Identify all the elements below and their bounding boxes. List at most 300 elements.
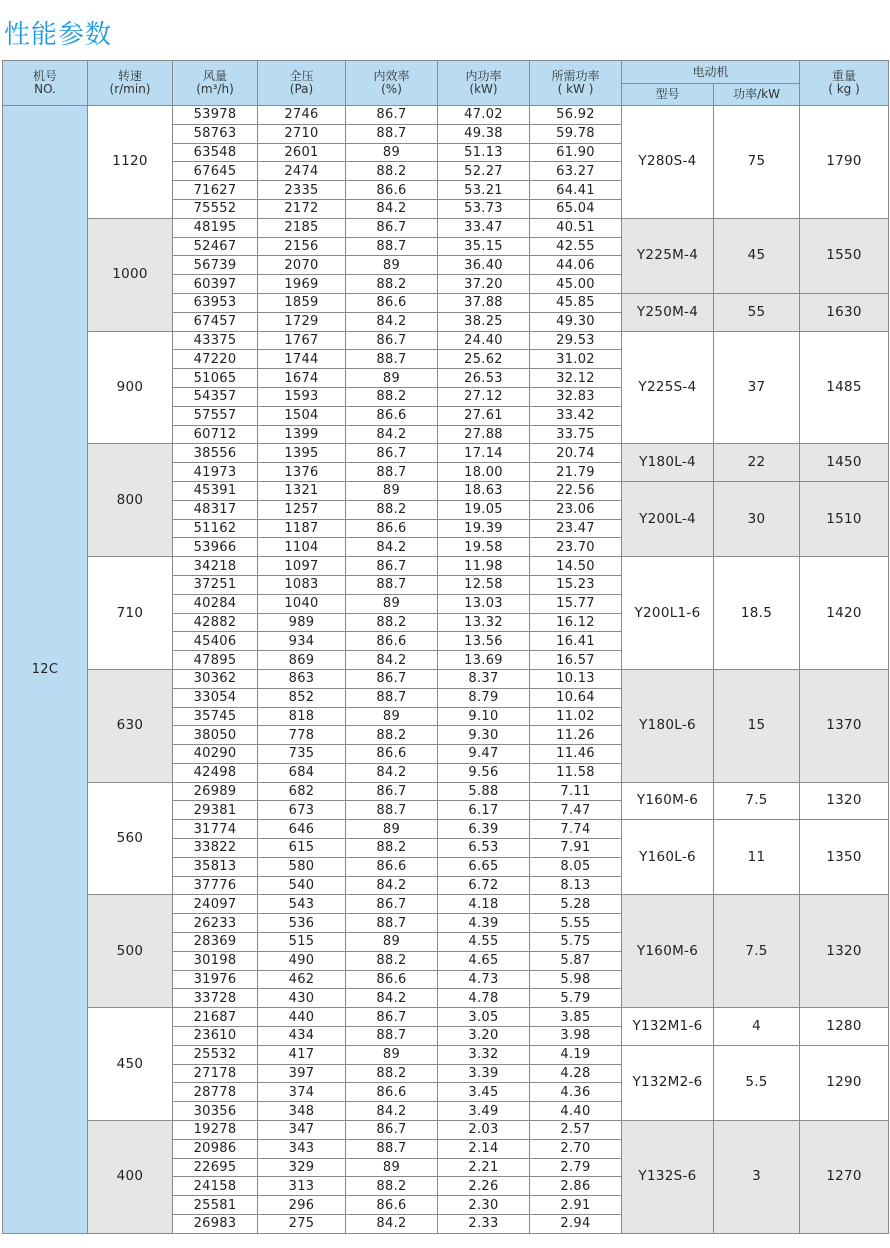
motor-model-cell: Y160M-6 bbox=[622, 782, 714, 820]
inner-power-cell: 4.55 bbox=[438, 933, 530, 952]
required-power-cell: 31.02 bbox=[530, 350, 622, 369]
weight-cell: 1370 bbox=[800, 669, 889, 782]
inner-power-cell: 51.13 bbox=[438, 143, 530, 162]
flow-cell: 75552 bbox=[173, 199, 258, 218]
inner-power-cell: 11.98 bbox=[438, 557, 530, 576]
flow-cell: 19278 bbox=[173, 1121, 258, 1140]
required-power-cell: 2.57 bbox=[530, 1121, 622, 1140]
motor-model-cell: Y180L-4 bbox=[622, 444, 714, 482]
required-power-cell: 32.83 bbox=[530, 387, 622, 406]
inner-power-cell: 8.37 bbox=[438, 669, 530, 688]
pressure-cell: 735 bbox=[258, 745, 346, 764]
flow-cell: 33054 bbox=[173, 688, 258, 707]
speed-cell: 560 bbox=[88, 782, 173, 895]
flow-cell: 24097 bbox=[173, 895, 258, 914]
flow-cell: 35745 bbox=[173, 707, 258, 726]
efficiency-cell: 84.2 bbox=[346, 763, 438, 782]
efficiency-cell: 88.7 bbox=[346, 1139, 438, 1158]
required-power-cell: 23.06 bbox=[530, 500, 622, 519]
efficiency-cell: 86.7 bbox=[346, 669, 438, 688]
table-row bbox=[3, 218, 889, 237]
pressure-cell: 296 bbox=[258, 1196, 346, 1215]
pressure-cell: 684 bbox=[258, 763, 346, 782]
required-power-cell: 20.74 bbox=[530, 444, 622, 463]
inner-power-cell: 38.25 bbox=[438, 312, 530, 331]
inner-power-cell: 52.27 bbox=[438, 162, 530, 181]
flow-cell: 43375 bbox=[173, 331, 258, 350]
weight-cell: 1350 bbox=[800, 820, 889, 895]
table-row bbox=[3, 782, 889, 801]
performance-table bbox=[2, 60, 889, 1234]
speed-cell: 450 bbox=[88, 1008, 173, 1121]
inner-power-cell: 37.88 bbox=[438, 293, 530, 312]
inner-power-cell: 35.15 bbox=[438, 237, 530, 256]
header-pressure: 全压 (Pa) bbox=[258, 61, 346, 106]
efficiency-cell: 86.6 bbox=[346, 519, 438, 538]
motor-power-cell: 30 bbox=[714, 481, 800, 556]
inner-power-cell: 3.05 bbox=[438, 1008, 530, 1027]
required-power-cell: 2.91 bbox=[530, 1196, 622, 1215]
efficiency-cell: 84.2 bbox=[346, 876, 438, 895]
pressure-cell: 462 bbox=[258, 970, 346, 989]
pressure-cell: 417 bbox=[258, 1045, 346, 1064]
flow-cell: 53978 bbox=[173, 106, 258, 125]
weight-cell: 1320 bbox=[800, 895, 889, 1008]
required-power-cell: 5.55 bbox=[530, 914, 622, 933]
weight-cell: 1790 bbox=[800, 106, 889, 219]
motor-power-cell: 22 bbox=[714, 444, 800, 482]
efficiency-cell: 88.2 bbox=[346, 500, 438, 519]
efficiency-cell: 89 bbox=[346, 256, 438, 275]
efficiency-cell: 89 bbox=[346, 1045, 438, 1064]
efficiency-cell: 89 bbox=[346, 707, 438, 726]
flow-cell: 38556 bbox=[173, 444, 258, 463]
inner-power-cell: 3.20 bbox=[438, 1027, 530, 1046]
pressure-cell: 343 bbox=[258, 1139, 346, 1158]
pressure-cell: 397 bbox=[258, 1064, 346, 1083]
required-power-cell: 11.58 bbox=[530, 763, 622, 782]
flow-cell: 25532 bbox=[173, 1045, 258, 1064]
flow-cell: 31774 bbox=[173, 820, 258, 839]
table-row bbox=[3, 331, 889, 350]
inner-power-cell: 6.53 bbox=[438, 839, 530, 858]
efficiency-cell: 84.2 bbox=[346, 425, 438, 444]
motor-model-cell: Y280S-4 bbox=[622, 106, 714, 219]
flow-cell: 42882 bbox=[173, 613, 258, 632]
required-power-cell: 45.00 bbox=[530, 275, 622, 294]
speed-cell: 1120 bbox=[88, 106, 173, 219]
efficiency-cell: 88.2 bbox=[346, 951, 438, 970]
inner-power-cell: 9.56 bbox=[438, 763, 530, 782]
pressure-cell: 348 bbox=[258, 1102, 346, 1121]
efficiency-cell: 88.2 bbox=[346, 387, 438, 406]
flow-cell: 21687 bbox=[173, 1008, 258, 1027]
header-motor-power: 功率/kW bbox=[714, 84, 800, 106]
pressure-cell: 1040 bbox=[258, 594, 346, 613]
inner-power-cell: 9.47 bbox=[438, 745, 530, 764]
required-power-cell: 64.41 bbox=[530, 181, 622, 200]
pressure-cell: 1097 bbox=[258, 557, 346, 576]
flow-cell: 25581 bbox=[173, 1196, 258, 1215]
table-row bbox=[3, 444, 889, 463]
efficiency-cell: 88.7 bbox=[346, 1027, 438, 1046]
required-power-cell: 11.46 bbox=[530, 745, 622, 764]
efficiency-cell: 89 bbox=[346, 594, 438, 613]
required-power-cell: 4.28 bbox=[530, 1064, 622, 1083]
required-power-cell: 3.85 bbox=[530, 1008, 622, 1027]
flow-cell: 41973 bbox=[173, 463, 258, 482]
inner-power-cell: 2.26 bbox=[438, 1177, 530, 1196]
required-power-cell: 3.98 bbox=[530, 1027, 622, 1046]
pressure-cell: 1504 bbox=[258, 406, 346, 425]
inner-power-cell: 24.40 bbox=[438, 331, 530, 350]
machine-no-cell: 12C bbox=[3, 106, 88, 1234]
pressure-cell: 615 bbox=[258, 839, 346, 858]
motor-model-cell: Y180L-6 bbox=[622, 669, 714, 782]
inner-power-cell: 6.17 bbox=[438, 801, 530, 820]
motor-model-cell: Y132S-6 bbox=[622, 1121, 714, 1234]
inner-power-cell: 53.73 bbox=[438, 199, 530, 218]
required-power-cell: 4.36 bbox=[530, 1083, 622, 1102]
inner-power-cell: 2.14 bbox=[438, 1139, 530, 1158]
motor-model-cell: Y225M-4 bbox=[622, 218, 714, 293]
flow-cell: 26233 bbox=[173, 914, 258, 933]
motor-power-cell: 3 bbox=[714, 1121, 800, 1234]
efficiency-cell: 84.2 bbox=[346, 651, 438, 670]
required-power-cell: 16.57 bbox=[530, 651, 622, 670]
efficiency-cell: 88.7 bbox=[346, 350, 438, 369]
flow-cell: 60397 bbox=[173, 275, 258, 294]
efficiency-cell: 88.2 bbox=[346, 839, 438, 858]
inner-power-cell: 37.20 bbox=[438, 275, 530, 294]
efficiency-cell: 89 bbox=[346, 933, 438, 952]
inner-power-cell: 12.58 bbox=[438, 575, 530, 594]
inner-power-cell: 27.61 bbox=[438, 406, 530, 425]
header-speed: 转速 (r/min) bbox=[88, 61, 173, 106]
required-power-cell: 32.12 bbox=[530, 369, 622, 388]
inner-power-cell: 13.32 bbox=[438, 613, 530, 632]
inner-power-cell: 5.88 bbox=[438, 782, 530, 801]
required-power-cell: 7.11 bbox=[530, 782, 622, 801]
pressure-cell: 2601 bbox=[258, 143, 346, 162]
pressure-cell: 934 bbox=[258, 632, 346, 651]
pressure-cell: 2185 bbox=[258, 218, 346, 237]
weight-cell: 1485 bbox=[800, 331, 889, 444]
flow-cell: 47895 bbox=[173, 651, 258, 670]
pressure-cell: 852 bbox=[258, 688, 346, 707]
pressure-cell: 1744 bbox=[258, 350, 346, 369]
efficiency-cell: 84.2 bbox=[346, 989, 438, 1008]
weight-cell: 1630 bbox=[800, 293, 889, 331]
motor-model-cell: Y200L-4 bbox=[622, 481, 714, 556]
required-power-cell: 45.85 bbox=[530, 293, 622, 312]
inner-power-cell: 18.00 bbox=[438, 463, 530, 482]
header-weight: 重量 ( kg ) bbox=[800, 61, 889, 106]
pressure-cell: 2335 bbox=[258, 181, 346, 200]
pressure-cell: 646 bbox=[258, 820, 346, 839]
pressure-cell: 543 bbox=[258, 895, 346, 914]
flow-cell: 45406 bbox=[173, 632, 258, 651]
efficiency-cell: 84.2 bbox=[346, 538, 438, 557]
pressure-cell: 2474 bbox=[258, 162, 346, 181]
required-power-cell: 65.04 bbox=[530, 199, 622, 218]
efficiency-cell: 86.7 bbox=[346, 1121, 438, 1140]
table-row bbox=[3, 1008, 889, 1027]
required-power-cell: 49.30 bbox=[530, 312, 622, 331]
motor-power-cell: 4 bbox=[714, 1008, 800, 1046]
inner-power-cell: 19.05 bbox=[438, 500, 530, 519]
efficiency-cell: 89 bbox=[346, 820, 438, 839]
flow-cell: 31976 bbox=[173, 970, 258, 989]
table-row bbox=[3, 106, 889, 125]
required-power-cell: 2.79 bbox=[530, 1158, 622, 1177]
motor-power-cell: 7.5 bbox=[714, 895, 800, 1008]
flow-cell: 58763 bbox=[173, 124, 258, 143]
efficiency-cell: 88.7 bbox=[346, 801, 438, 820]
flow-cell: 67457 bbox=[173, 312, 258, 331]
efficiency-cell: 84.2 bbox=[346, 1215, 438, 1234]
efficiency-cell: 89 bbox=[346, 143, 438, 162]
inner-power-cell: 3.32 bbox=[438, 1045, 530, 1064]
inner-power-cell: 2.33 bbox=[438, 1215, 530, 1234]
speed-cell: 1000 bbox=[88, 218, 173, 331]
inner-power-cell: 6.39 bbox=[438, 820, 530, 839]
required-power-cell: 8.13 bbox=[530, 876, 622, 895]
flow-cell: 42498 bbox=[173, 763, 258, 782]
weight-cell: 1550 bbox=[800, 218, 889, 293]
efficiency-cell: 88.7 bbox=[346, 688, 438, 707]
pressure-cell: 1104 bbox=[258, 538, 346, 557]
flow-cell: 29381 bbox=[173, 801, 258, 820]
required-power-cell: 8.05 bbox=[530, 857, 622, 876]
motor-power-cell: 37 bbox=[714, 331, 800, 444]
required-power-cell: 44.06 bbox=[530, 256, 622, 275]
pressure-cell: 778 bbox=[258, 726, 346, 745]
inner-power-cell: 9.30 bbox=[438, 726, 530, 745]
efficiency-cell: 84.2 bbox=[346, 1102, 438, 1121]
efficiency-cell: 88.7 bbox=[346, 463, 438, 482]
efficiency-cell: 84.2 bbox=[346, 199, 438, 218]
inner-power-cell: 19.39 bbox=[438, 519, 530, 538]
motor-model-cell: Y132M1-6 bbox=[622, 1008, 714, 1046]
efficiency-cell: 89 bbox=[346, 369, 438, 388]
flow-cell: 38050 bbox=[173, 726, 258, 745]
speed-cell: 500 bbox=[88, 895, 173, 1008]
flow-cell: 45391 bbox=[173, 481, 258, 500]
speed-cell: 630 bbox=[88, 669, 173, 782]
flow-cell: 51065 bbox=[173, 369, 258, 388]
required-power-cell: 40.51 bbox=[530, 218, 622, 237]
required-power-cell: 10.64 bbox=[530, 688, 622, 707]
pressure-cell: 536 bbox=[258, 914, 346, 933]
efficiency-cell: 86.7 bbox=[346, 331, 438, 350]
inner-power-cell: 2.30 bbox=[438, 1196, 530, 1215]
motor-model-cell: Y160M-6 bbox=[622, 895, 714, 1008]
flow-cell: 22695 bbox=[173, 1158, 258, 1177]
weight-cell: 1320 bbox=[800, 782, 889, 820]
table-row bbox=[3, 895, 889, 914]
pressure-cell: 989 bbox=[258, 613, 346, 632]
pressure-cell: 682 bbox=[258, 782, 346, 801]
flow-cell: 56739 bbox=[173, 256, 258, 275]
pressure-cell: 1593 bbox=[258, 387, 346, 406]
efficiency-cell: 88.7 bbox=[346, 914, 438, 933]
flow-cell: 51162 bbox=[173, 519, 258, 538]
pressure-cell: 580 bbox=[258, 857, 346, 876]
pressure-cell: 869 bbox=[258, 651, 346, 670]
efficiency-cell: 89 bbox=[346, 1158, 438, 1177]
inner-power-cell: 27.12 bbox=[438, 387, 530, 406]
flow-cell: 26983 bbox=[173, 1215, 258, 1234]
header-required-power: 所需功率 ( kW ) bbox=[530, 61, 622, 106]
speed-cell: 710 bbox=[88, 557, 173, 670]
motor-model-cell: Y250M-4 bbox=[622, 293, 714, 331]
motor-model-cell: Y225S-4 bbox=[622, 331, 714, 444]
pressure-cell: 1859 bbox=[258, 293, 346, 312]
pressure-cell: 490 bbox=[258, 951, 346, 970]
efficiency-cell: 86.7 bbox=[346, 557, 438, 576]
required-power-cell: 7.74 bbox=[530, 820, 622, 839]
motor-power-cell: 75 bbox=[714, 106, 800, 219]
inner-power-cell: 3.39 bbox=[438, 1064, 530, 1083]
flow-cell: 54357 bbox=[173, 387, 258, 406]
motor-power-cell: 18.5 bbox=[714, 557, 800, 670]
required-power-cell: 33.75 bbox=[530, 425, 622, 444]
pressure-cell: 313 bbox=[258, 1177, 346, 1196]
flow-cell: 30362 bbox=[173, 669, 258, 688]
required-power-cell: 23.70 bbox=[530, 538, 622, 557]
pressure-cell: 515 bbox=[258, 933, 346, 952]
required-power-cell: 5.75 bbox=[530, 933, 622, 952]
motor-power-cell: 55 bbox=[714, 293, 800, 331]
page-title: 性能参数 bbox=[4, 20, 113, 50]
table-body bbox=[3, 106, 889, 1234]
efficiency-cell: 86.6 bbox=[346, 970, 438, 989]
inner-power-cell: 17.14 bbox=[438, 444, 530, 463]
inner-power-cell: 49.38 bbox=[438, 124, 530, 143]
motor-model-cell: Y200L1-6 bbox=[622, 557, 714, 670]
pressure-cell: 275 bbox=[258, 1215, 346, 1234]
pressure-cell: 1399 bbox=[258, 425, 346, 444]
pressure-cell: 1083 bbox=[258, 575, 346, 594]
required-power-cell: 15.23 bbox=[530, 575, 622, 594]
flow-cell: 63548 bbox=[173, 143, 258, 162]
flow-cell: 28778 bbox=[173, 1083, 258, 1102]
pressure-cell: 434 bbox=[258, 1027, 346, 1046]
efficiency-cell: 86.7 bbox=[346, 218, 438, 237]
pressure-cell: 1729 bbox=[258, 312, 346, 331]
required-power-cell: 56.92 bbox=[530, 106, 622, 125]
efficiency-cell: 86.6 bbox=[346, 181, 438, 200]
inner-power-cell: 3.45 bbox=[438, 1083, 530, 1102]
pressure-cell: 1395 bbox=[258, 444, 346, 463]
flow-cell: 48317 bbox=[173, 500, 258, 519]
inner-power-cell: 47.02 bbox=[438, 106, 530, 125]
inner-power-cell: 6.65 bbox=[438, 857, 530, 876]
inner-power-cell: 8.79 bbox=[438, 688, 530, 707]
pressure-cell: 818 bbox=[258, 707, 346, 726]
weight-cell: 1510 bbox=[800, 481, 889, 556]
required-power-cell: 61.90 bbox=[530, 143, 622, 162]
required-power-cell: 7.47 bbox=[530, 801, 622, 820]
required-power-cell: 2.70 bbox=[530, 1139, 622, 1158]
pressure-cell: 2710 bbox=[258, 124, 346, 143]
inner-power-cell: 4.78 bbox=[438, 989, 530, 1008]
motor-power-cell: 7.5 bbox=[714, 782, 800, 820]
flow-cell: 20986 bbox=[173, 1139, 258, 1158]
header-efficiency: 内效率 (%) bbox=[346, 61, 438, 106]
required-power-cell: 5.28 bbox=[530, 895, 622, 914]
required-power-cell: 29.53 bbox=[530, 331, 622, 350]
required-power-cell: 15.77 bbox=[530, 594, 622, 613]
pressure-cell: 2746 bbox=[258, 106, 346, 125]
pressure-cell: 1257 bbox=[258, 500, 346, 519]
efficiency-cell: 86.7 bbox=[346, 1008, 438, 1027]
efficiency-cell: 86.6 bbox=[346, 745, 438, 764]
flow-cell: 57557 bbox=[173, 406, 258, 425]
table-row bbox=[3, 669, 889, 688]
inner-power-cell: 19.58 bbox=[438, 538, 530, 557]
efficiency-cell: 86.6 bbox=[346, 293, 438, 312]
required-power-cell: 16.12 bbox=[530, 613, 622, 632]
inner-power-cell: 18.63 bbox=[438, 481, 530, 500]
pressure-cell: 1767 bbox=[258, 331, 346, 350]
flow-cell: 63953 bbox=[173, 293, 258, 312]
table-header bbox=[3, 61, 889, 106]
table-row bbox=[3, 1121, 889, 1140]
flow-cell: 53966 bbox=[173, 538, 258, 557]
header-motor-model: 型号 bbox=[622, 84, 714, 106]
required-power-cell: 33.42 bbox=[530, 406, 622, 425]
inner-power-cell: 13.56 bbox=[438, 632, 530, 651]
required-power-cell: 23.47 bbox=[530, 519, 622, 538]
inner-power-cell: 4.39 bbox=[438, 914, 530, 933]
inner-power-cell: 4.18 bbox=[438, 895, 530, 914]
speed-cell: 900 bbox=[88, 331, 173, 444]
pressure-cell: 374 bbox=[258, 1083, 346, 1102]
required-power-cell: 16.41 bbox=[530, 632, 622, 651]
pressure-cell: 540 bbox=[258, 876, 346, 895]
pressure-cell: 1321 bbox=[258, 481, 346, 500]
speed-cell: 400 bbox=[88, 1121, 173, 1234]
efficiency-cell: 86.7 bbox=[346, 895, 438, 914]
flow-cell: 40290 bbox=[173, 745, 258, 764]
flow-cell: 71627 bbox=[173, 181, 258, 200]
required-power-cell: 7.91 bbox=[530, 839, 622, 858]
flow-cell: 34218 bbox=[173, 557, 258, 576]
pressure-cell: 673 bbox=[258, 801, 346, 820]
inner-power-cell: 27.88 bbox=[438, 425, 530, 444]
flow-cell: 37251 bbox=[173, 575, 258, 594]
flow-cell: 30356 bbox=[173, 1102, 258, 1121]
required-power-cell: 4.40 bbox=[530, 1102, 622, 1121]
efficiency-cell: 88.7 bbox=[346, 575, 438, 594]
pressure-cell: 1674 bbox=[258, 369, 346, 388]
flow-cell: 27178 bbox=[173, 1064, 258, 1083]
efficiency-cell: 88.2 bbox=[346, 1064, 438, 1083]
flow-cell: 40284 bbox=[173, 594, 258, 613]
required-power-cell: 5.98 bbox=[530, 970, 622, 989]
required-power-cell: 11.26 bbox=[530, 726, 622, 745]
flow-cell: 60712 bbox=[173, 425, 258, 444]
efficiency-cell: 86.6 bbox=[346, 857, 438, 876]
efficiency-cell: 88.2 bbox=[346, 1177, 438, 1196]
inner-power-cell: 53.21 bbox=[438, 181, 530, 200]
required-power-cell: 5.87 bbox=[530, 951, 622, 970]
pressure-cell: 863 bbox=[258, 669, 346, 688]
inner-power-cell: 36.40 bbox=[438, 256, 530, 275]
required-power-cell: 22.56 bbox=[530, 481, 622, 500]
